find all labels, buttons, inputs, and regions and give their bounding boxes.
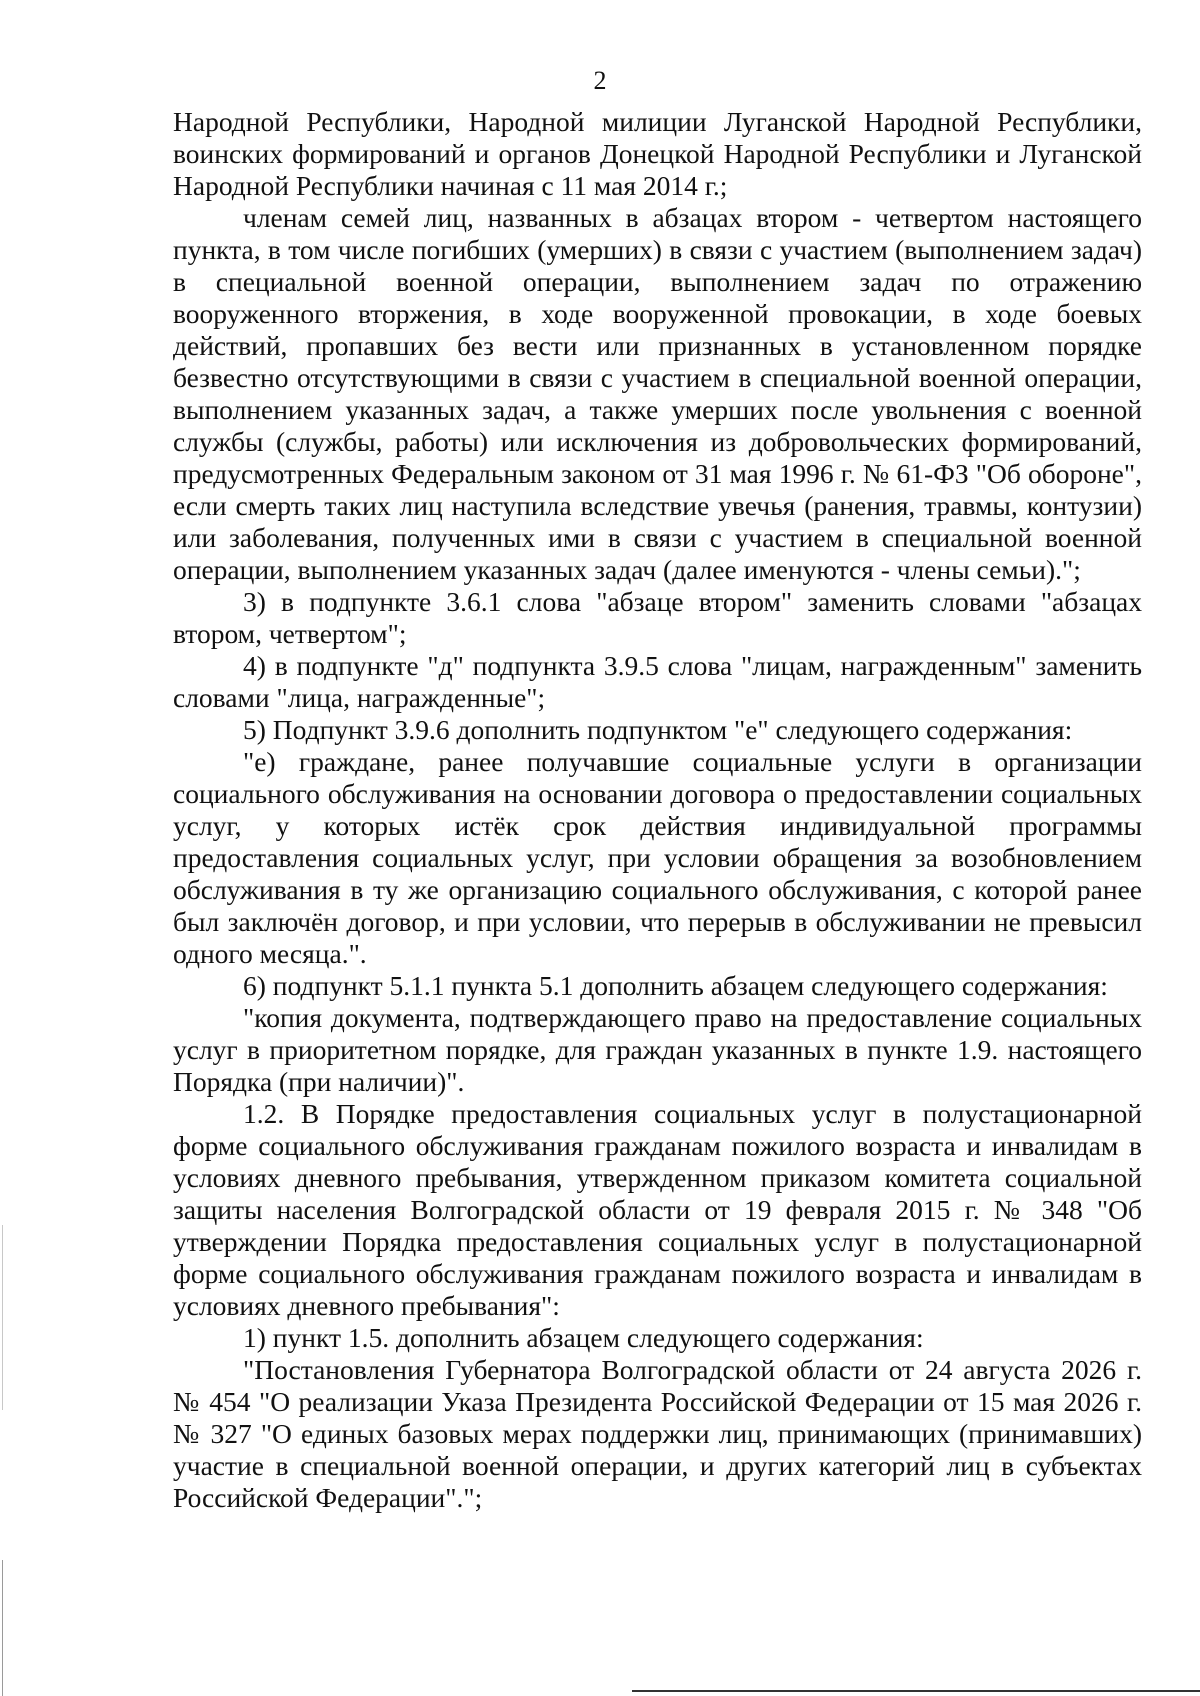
paragraph-subitem-e: "е) граждане, ранее получавшие социальные услуги в организации социального обслуживания на основании договора о предоставлении социальных услуг, у которых истёк срок действия индивидуальной программы предоставления социальных услуг, при условии обращения за возобновлением обслуживания в ту же организацию социального обслуживания, с которой ранее был заключён договор, и при условии, что перерыв в обслуживании не превысил одного месяца.". [173, 746, 1142, 969]
paragraph-item-1: 1) пункт 1.5. дополнить абзацем следующего содержания: [243, 1322, 924, 1353]
paragraph-section-1-2: 1.2. В Порядке предоставления социальных услуг в полустационарной форме социального обслуживания гражданам пожилого возраста и инвалидам в условиях дневного пребывания, утвержденном приказом комитета социальной защиты населения Волгоградской области от 19 февраля 2015 г. № 348 "Об утверждении Порядка предоставления социальных услуг в полустационарной форме социального обслуживания гражданам пожилого возраста и инвалидам в условиях дневного пребывания": [173, 1098, 1142, 1321]
scan-margin-line [2, 1560, 3, 1696]
paragraph-document-copy: "копия документа, подтверждающего право на предоставление социальных услуг в приоритетном порядке, для граждан указанных в пункте 1.9. настоящего Порядка (при наличии)". [173, 1002, 1142, 1097]
paragraph-item-3: 3) в подпункте 3.6.1 слова "абзаце втором" заменить словами "абзацах втором, четвертом"; [173, 586, 1142, 649]
footer-rule [632, 1690, 1200, 1692]
paragraph-item-6: 6) подпункт 5.1.1 пункта 5.1 дополнить абзацем следующего содержания: [243, 970, 1108, 1001]
paragraph-resolution-quote: "Постановления Губернатора Волгоградской области от 24 августа 2026 г. № 454 "О реализации Указа Президента Российской Федерации от 15 мая 2026 г. № 327 "О единых базовых мерах поддержки лиц, принимающих (принимавших) участие в специальной военной операции, и других категорий лиц в субъектах Российской Федерации"."; [173, 1354, 1142, 1513]
paragraph-family-members: членам семей лиц, названных в абзацах втором - четвертом настоящего пункта, в том числе погибших (умерших) в связи с участием (выполнением задач) в специальной военной операции, выполнением задач по отражению вооруженного вторжения, в ходе вооруженной провокации, в ходе боевых действий, пропавших без вести или признанных в установленном порядке безвестно отсутствующими в связи с участием в специальной военной операции, выполнением указанных задач, а также умерших после увольнения с военной службы (службы, работы) или исключения из добровольческих формирований, предусмотренных Федеральным законом от 31 мая 1996 г. № 61-ФЗ "Об обороне", если смерть таких лиц наступила вследствие увечья (ранения, травмы, контузии) или заболевания, полученных ими в связи с участием в специальной военной операции, выполнением указанных задач (далее именуются - члены семьи)."; [173, 202, 1142, 585]
scan-margin-line [2, 1225, 3, 1410]
paragraph-item-5: 5) Подпункт 3.9.6 дополнить подпунктом "е" следующего содержания: [243, 714, 1073, 745]
paragraph-continuation: Народной Республики, Народной милиции Луганской Народной Республики, воинских формирований и органов Донецкой Народной Республики и Луганской Народной Республики начиная с 11 мая 2014 г.; [173, 106, 1142, 201]
document-body [173, 106, 1142, 1514]
paragraph-item-4: 4) в подпункте "д" подпункта 3.9.5 слова "лицам, награжденным" заменить словами "лица, награжденные"; [173, 650, 1142, 713]
page-number: 2 [593, 66, 607, 95]
